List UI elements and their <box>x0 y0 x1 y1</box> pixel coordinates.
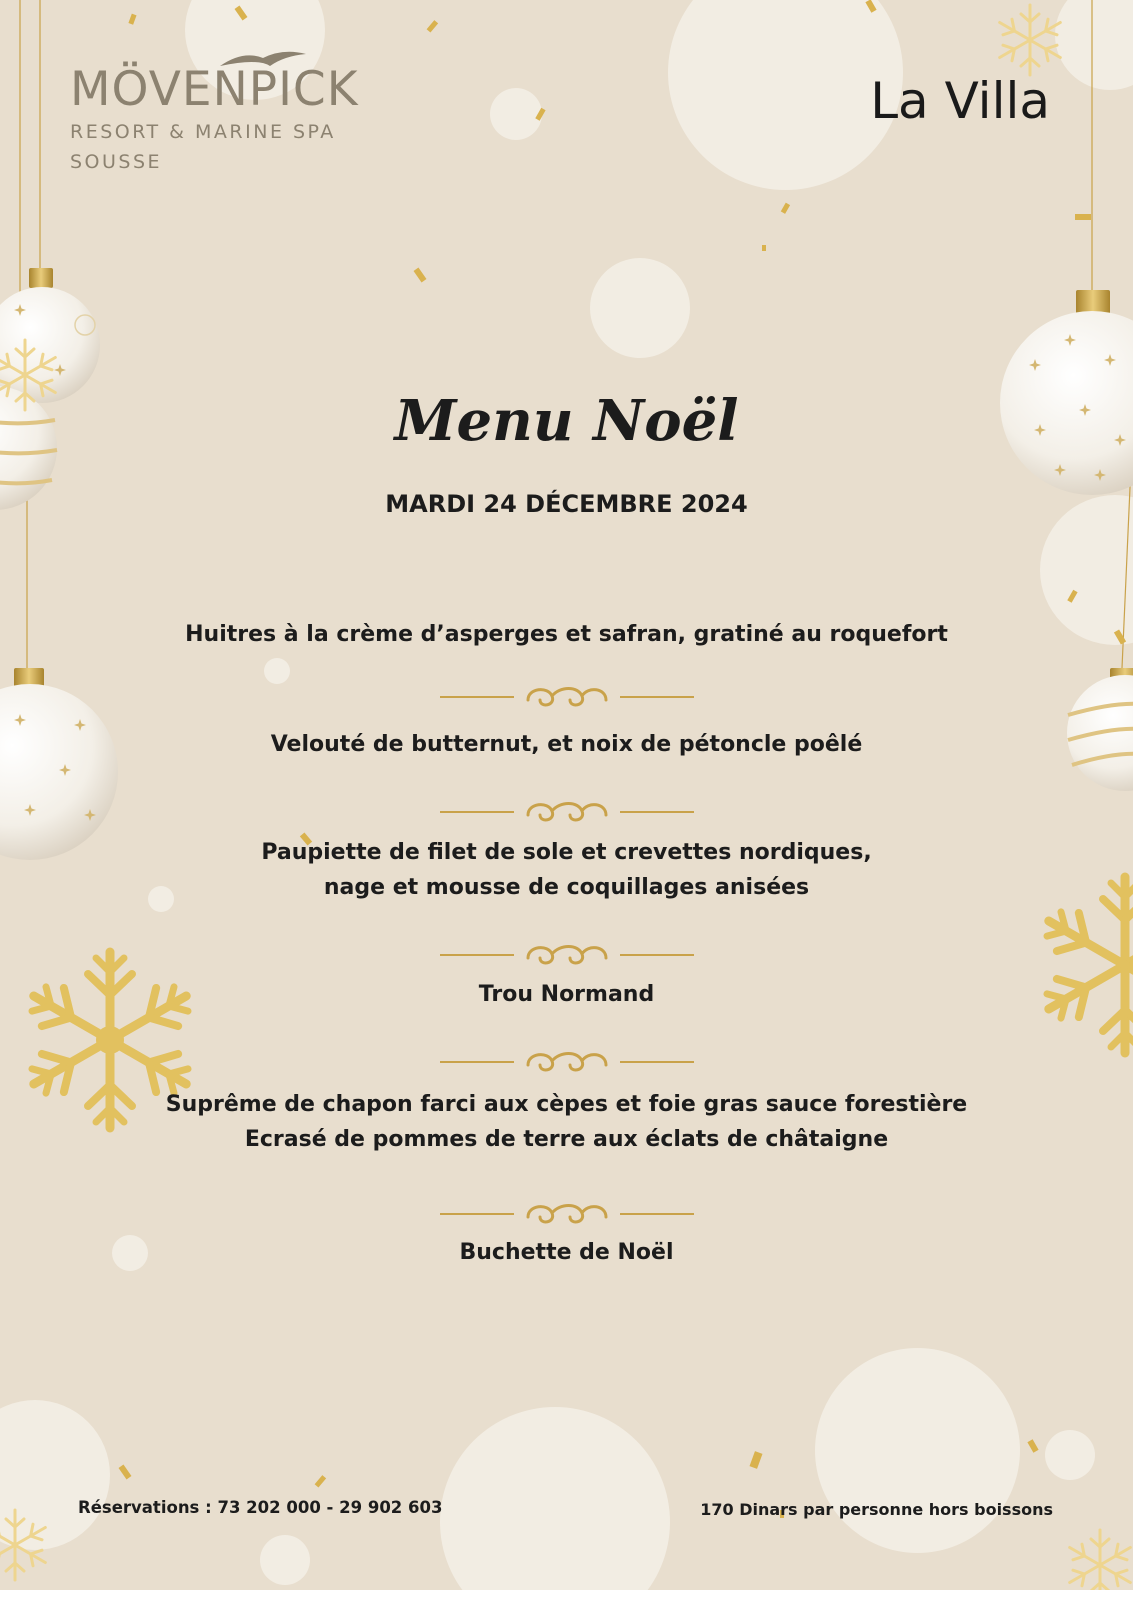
scroll-divider-icon <box>436 938 698 972</box>
scroll-divider-icon <box>436 1197 698 1231</box>
course-2 <box>0 727 1133 762</box>
brand-location: SOUSSE <box>70 151 163 173</box>
movenpick-logo <box>70 50 359 173</box>
scroll-divider-icon <box>436 680 698 714</box>
course-5 <box>0 1087 1133 1157</box>
course-3 <box>0 835 1133 905</box>
course-line: Ecrasé de pommes de terre aux éclats de châtaigne <box>244 1127 889 1152</box>
scroll-divider-icon <box>436 795 698 829</box>
reservations-info: Réservations : 73 202 000 - 29 902 603 <box>78 1498 443 1517</box>
snowflake-icon <box>995 5 1065 75</box>
menu-date: MARDI 24 DÉCEMBRE 2024 <box>385 490 748 518</box>
price-info: 170 Dinars par personne hors boissons <box>700 1500 1053 1519</box>
course-line: nage et mousse de coquillages anisées <box>323 875 810 900</box>
restaurant-name: La Villa <box>870 72 1050 130</box>
course-line: Huitres à la crème d’asperges et safran, gratiné au roquefort <box>185 622 948 647</box>
scroll-divider-icon <box>436 1045 698 1079</box>
course-line: Velouté de butternut, et noix de pétoncle poêlé <box>270 732 863 757</box>
ornament-ball-icon <box>0 668 118 860</box>
course-line: Buchette de Noël <box>459 1240 674 1265</box>
bottom-edge <box>0 1590 1133 1600</box>
brand-tagline: RESORT & MARINE SPA <box>70 121 336 143</box>
ornament-ball-icon <box>0 268 100 403</box>
brand-name: MÖVENPICK <box>70 62 359 117</box>
snowflake-icon <box>0 1510 50 1580</box>
bird-wing-icon <box>218 48 308 70</box>
course-line: Paupiette de filet de sole et crevettes nordiques, <box>261 840 872 865</box>
course-line: Suprême de chapon farci aux cèpes et foie gras sauce forestière <box>165 1092 968 1117</box>
menu-title: Menu Noël <box>394 388 739 454</box>
course-line: Trou Normand <box>478 982 655 1007</box>
course-1 <box>0 617 1133 652</box>
course-4 <box>0 977 1133 1012</box>
course-6 <box>0 1235 1133 1270</box>
